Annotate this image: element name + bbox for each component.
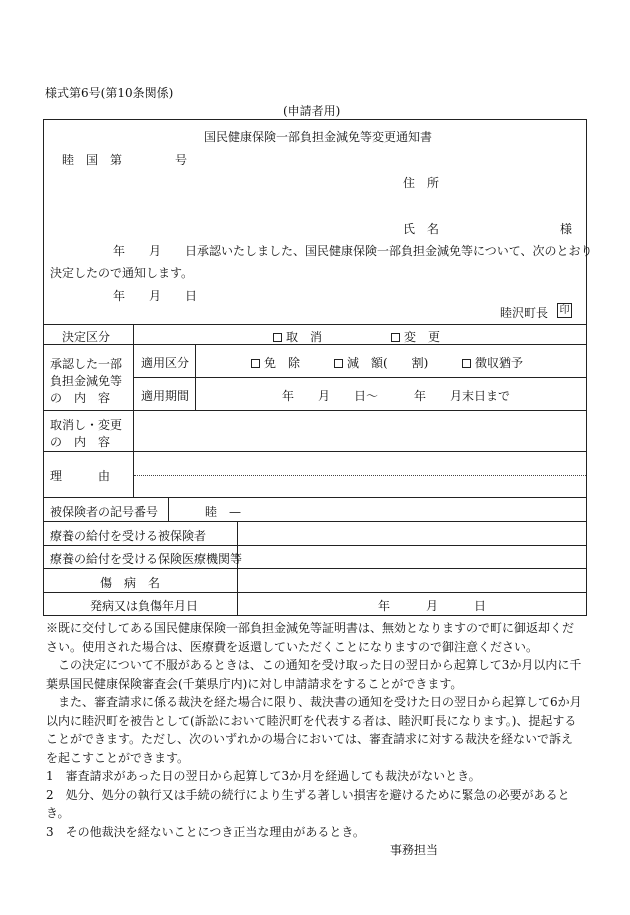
table-rule — [43, 568, 587, 569]
note-item-3: 3 その他裁決を経ないことにつき正当な理由があるとき。 — [46, 824, 365, 839]
checkbox-cancel[interactable] — [273, 333, 282, 342]
official-seal-icon: 印 — [557, 303, 572, 318]
reason-dotted-line — [134, 475, 586, 476]
table-rule — [133, 377, 587, 378]
table-col-rule — [168, 497, 169, 521]
table-col-rule — [133, 324, 134, 497]
decision-label: 決定区分 — [62, 330, 111, 344]
table-rule — [43, 497, 587, 498]
notes-section — [46, 619, 584, 860]
name-label: 氏 名 — [403, 222, 440, 236]
approved-label-2: 負担金減免等 — [50, 374, 123, 388]
issuer-name: 睦沢町長 — [500, 306, 549, 320]
apply-period-field[interactable]: 年 月 日〜 年 月末日まで — [282, 389, 511, 403]
approved-label-1: 承認した一部 — [50, 357, 123, 371]
note-lawsuit: また、審査請求に係る裁決を経た場合に限り、裁決書の通知を受けた日の翌日から起算して6か月以内に睦沢町を被告として(訴訟において睦沢町を代表する者は、睦沢町長になります。)、提起することができます。ただし、次のいずれかの場合においては、審査請求に対する裁決を経ないで訴えを起こすことができます。 — [46, 695, 582, 765]
checkbox-defer[interactable] — [462, 359, 471, 368]
decision-cancel-option[interactable]: 取 消 — [273, 328, 322, 345]
cancel-change-label-1: 取消し・変更 — [50, 418, 123, 432]
apply-period-label: 適用期間 — [141, 389, 190, 403]
table-rule — [43, 451, 587, 452]
checkbox-change[interactable] — [391, 333, 400, 342]
onset-date-field[interactable]: 年 月 日 — [378, 599, 487, 613]
note-appeal: この決定について不服があるときは、この通知を受け取った日の翌日から起算して3か月以内に千葉県国民健康保険審査会(千葉県庁内)に対し申請請求をすることができます。 — [46, 658, 582, 691]
option-reduce[interactable]: 減 額( 割) — [334, 354, 428, 371]
table-rule — [43, 521, 587, 522]
note-item-1: 1 審査請求があった日の翌日から起算して3か月を経過しても裁決がないとき。 — [46, 769, 481, 783]
approved-label-3: の 内 容 — [50, 391, 111, 405]
apply-category-label: 適用区分 — [141, 356, 190, 370]
table-rule — [43, 410, 587, 411]
notice-body-line2: 決定したので通知します。 — [50, 266, 194, 280]
note-item-2: 2 処分、処分の執行又は手続の続行により生ずる著しい損害を避けるために緊急の必要があるとき。 — [46, 787, 570, 820]
disease-label: 傷 病 名 — [100, 576, 161, 590]
notice-body-line1: 年 月 日承認いたしました、国民健康保険一部負担金減免等について、次のとおり — [113, 244, 593, 258]
checkbox-reduce[interactable] — [334, 359, 343, 368]
office-in-charge: 事務担当 — [390, 843, 439, 857]
table-col-rule — [195, 344, 196, 410]
address-label: 住 所 — [403, 176, 440, 190]
form-number: 様式第6号(第10条関係) — [45, 86, 174, 100]
table-col-rule — [237, 521, 238, 616]
doc-number-suffix: 号 — [175, 153, 188, 167]
option-defer[interactable]: 徴収猶予 — [462, 354, 523, 371]
institution-label: 療養の給付を受ける保険医療機関等 — [50, 552, 243, 566]
table-rule — [43, 545, 587, 546]
notice-date: 年 月 日 — [113, 289, 198, 303]
insured-number-field[interactable]: 睦 — — [205, 505, 242, 519]
note-return-certificate: ※既に交付してある国民健康保険一部負担金減免等証明書は、無効となりますので町に御返却ください。使用された場合は、医療費を返還していただくことになりますので御注意ください。 — [46, 621, 575, 654]
checkbox-exempt[interactable] — [251, 359, 260, 368]
insured-number-label: 被保険者の記号番号 — [50, 505, 159, 519]
notice-title: 国民健康保険一部負担金減免等変更通知書 — [204, 130, 433, 144]
decision-change-option[interactable]: 変 更 — [391, 328, 440, 345]
onset-label: 発病又は負傷年月日 — [90, 599, 199, 613]
copy-label: (申請者用) — [283, 104, 341, 118]
table-top-rule — [43, 324, 587, 325]
honorific: 様 — [560, 222, 573, 236]
option-exempt[interactable]: 免 除 — [251, 354, 300, 371]
table-rule — [43, 592, 587, 593]
doc-number-prefix: 睦 国 第 — [62, 153, 123, 167]
reason-label: 理 由 — [50, 469, 111, 483]
cancel-change-label-2: の 内 容 — [50, 435, 111, 449]
recipient-label: 療養の給付を受ける被保険者 — [50, 529, 207, 543]
